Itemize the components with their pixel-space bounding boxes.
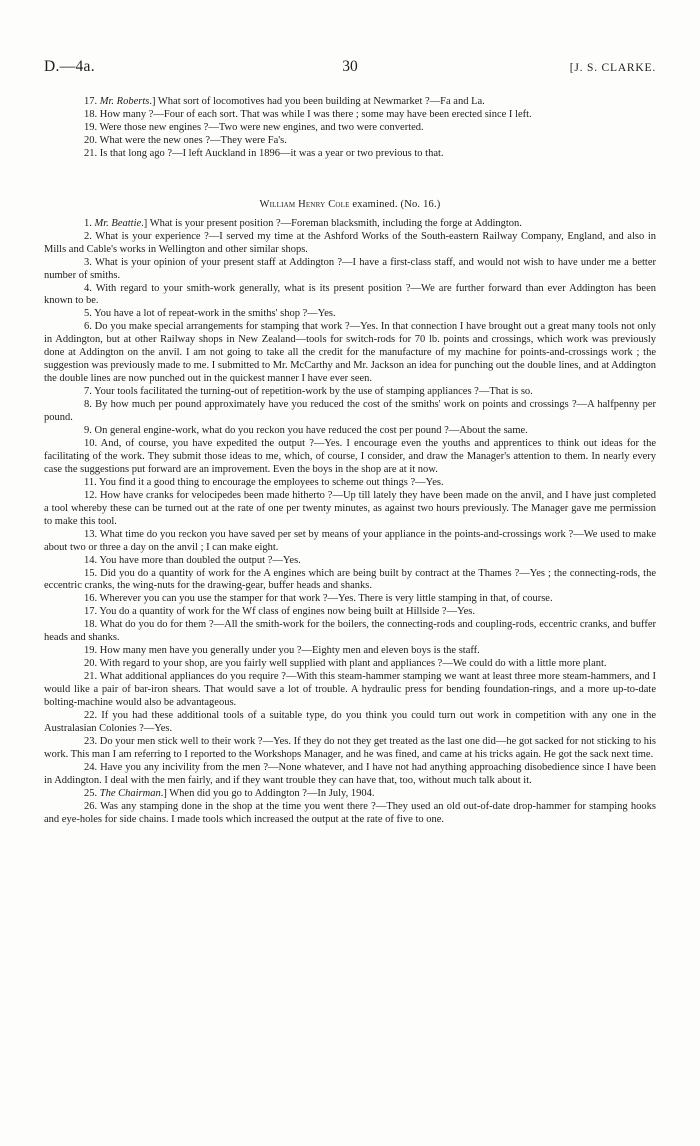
page-header	[44, 58, 656, 86]
document-code: D.—4a.	[44, 58, 95, 75]
question-answer: 20. What were the new ones ?—They were Fa's.	[84, 134, 287, 146]
question-answer: 20. With regard to your shop, are you fairly well supplied with plant and appliances ?—We could do with a little more plant.	[84, 658, 607, 670]
previous-evidence	[44, 96, 656, 161]
question-answer: 23. Do your men stick well to their work ?—Yes. If they do not they get treated as the last one did—he got sacked for not sticking to his work. This man I am referring to I reported to the Workshops Manager, and he was fined, and came at his tricks again. He got the sack next time.	[44, 735, 656, 760]
question-answer: 26. Was any stamping done in the shop at the time you went there ?—They used an old out-of-date drop-hammer for stamping hooks and eye-holes for side chains. I made tools which increased the output at the rate of five to one.	[44, 800, 656, 825]
question-answer: 17. Mr. Roberts.] What sort of locomotives had you been building at Newmarket ?—Fa and La.	[84, 96, 485, 107]
witness-reference: [J. S. CLARKE.	[569, 62, 656, 74]
question-answer: 18. What do you do for them ?—All the smith-work for the boilers, the connecting-rods and coupling-rods, eccentric cranks, and buffer heads and shanks.	[44, 619, 656, 644]
question-answer: 1. Mr. Beattie.] What is your present position ?—Foreman blacksmith, including the forge at Addington.	[84, 217, 522, 229]
question-answer: 21. What additional appliances do you require ?—With this steam-hammer stamping we want at least three more steam-hammers, and I would like a pair of bar-iron shears. That would save a lot of trouble. A hydraulic press for bending foundation-rings, and a more up-to-date bolting-machine would also be advantageous.	[44, 671, 656, 709]
witness-heading	[44, 199, 656, 210]
question-answer: 8. By how much per pound approximately have you reduced the cost of the smiths' work on points and crossings ?—A halfpenny per pound.	[44, 399, 656, 424]
question-answer: 5. You have a lot of repeat-work in the smiths' shop ?—Yes.	[84, 308, 336, 320]
question-answer: 3. What is your opinion of your present staff at Addington ?—I have a first-class staff, and would not wish to have under me a better number of smiths.	[44, 256, 656, 281]
question-answer: 12. How have cranks for velocipedes been made hitherto ?—Up till lately they have been made on the anvil, and I have just completed a tool whereby these can be turned out at the rate of one per twenty minutes, as against two hours previously. The Manager gave me permission to make this tool.	[44, 489, 656, 527]
question-answer: 19. How many men have you generally under you ?—Eighty men and eleven boys is the staff.	[84, 645, 480, 657]
witness-evidence	[44, 218, 656, 827]
question-answer: 6. Do you make special arrangements for stamping that work ?—Yes. In that connection I have brought out a great many tools not only in Addington, but at other Railway shops in New Zealand—tools for switch-rods for 70 lb. points and crossings, which work was previously done at Addington on the anvil. I am not going to take all the credit for the manufacture of my machine for points-and-crossings work ; the suggestion was previously made to me. I submitted to Mr. McCarthy and Mr. Jackson an idea for punching out the double lines, and at Addington the double lines are now punched out in the quickest manner I have ever seen.	[44, 321, 656, 385]
question-answer: 21. Is that long ago ?—I left Auckland in 1896—it was a year or two previous to that.	[84, 147, 444, 159]
question-answer: 14. You have more than doubled the output ?—Yes.	[84, 554, 301, 566]
question-answer: 17. You do a quantity of work for the Wf class of engines now being built at Hillside ?—Yes.	[84, 606, 475, 618]
question-answer: 13. What time do you reckon you have saved per set by means of your appliance in the points-and-crossings work ?—We used to make about two or three a day on the anvil ; I can make eight.	[44, 528, 656, 553]
question-answer: 11. You find it a good thing to encourage the employees to scheme out things ?—Yes.	[84, 476, 444, 488]
question-answer: 7. Your tools facilitated the turning-out of repetition-work by the use of stamping appliances ?—That is so.	[84, 386, 533, 398]
question-answer: 4. With regard to your smith-work generally, what is its present position ?—We are further forward than ever Addington has been known to be.	[44, 282, 656, 307]
question-answer: 18. How many ?—Four of each sort. That was while I was there ; some may have been erected since I left.	[84, 108, 532, 120]
page-number: 30	[342, 58, 358, 75]
question-answer: 22. If you had these additional tools of a suitable type, do you think you could turn out work in competition with any one in the Australasian Colonies ?—Yes.	[44, 709, 656, 734]
question-answer: 15. Did you do a quantity of work for the A engines which are being built by contract at the Thames ?—Yes ; the connecting-rods, the eccentric cranks, the wing-nuts for the drawing-gear, buffer heads and shanks.	[44, 567, 656, 592]
witness-heading-rest: examined. (No. 16.)	[349, 198, 441, 210]
question-answer: 9. On general engine-work, what do you reckon you have reduced the cost per pound ?—About the same.	[84, 425, 528, 437]
question-answer: 19. Were those new engines ?—Two were new engines, and two were converted.	[84, 121, 424, 133]
question-answer: 24. Have you any incivility from the men ?—None whatever, and I have not had anything approaching disobedience since I have been in Addington. I deal with the men fairly, and if they want trouble they can have that, too, without much talk about it.	[44, 761, 656, 786]
question-answer: 25. The Chairman.] When did you go to Addington ?—In July, 1904.	[84, 787, 375, 799]
question-answer: 16. Wherever you can you use the stamper for that work ?—Yes. There is very little stamping in that, of course.	[84, 593, 553, 605]
witness-name: William Henry Cole	[259, 198, 350, 210]
question-answer: 2. What is your experience ?—I served my time at the Ashford Works of the South-eastern Railway Company, England, and also in Mills and Cable's works in Wellington and other similar shops.	[44, 230, 656, 255]
question-answer: 10. And, of course, you have expedited the output ?—Yes. I encourage even the youths and apprentices to think out ideas for the facilitating of the work. They submit those ideas to me, which, of course, I consider, and draw the Manager's attention to them. In nearly every case the suggestions put forward are an improvement. Even the boys in the shop are at it now.	[44, 437, 656, 475]
